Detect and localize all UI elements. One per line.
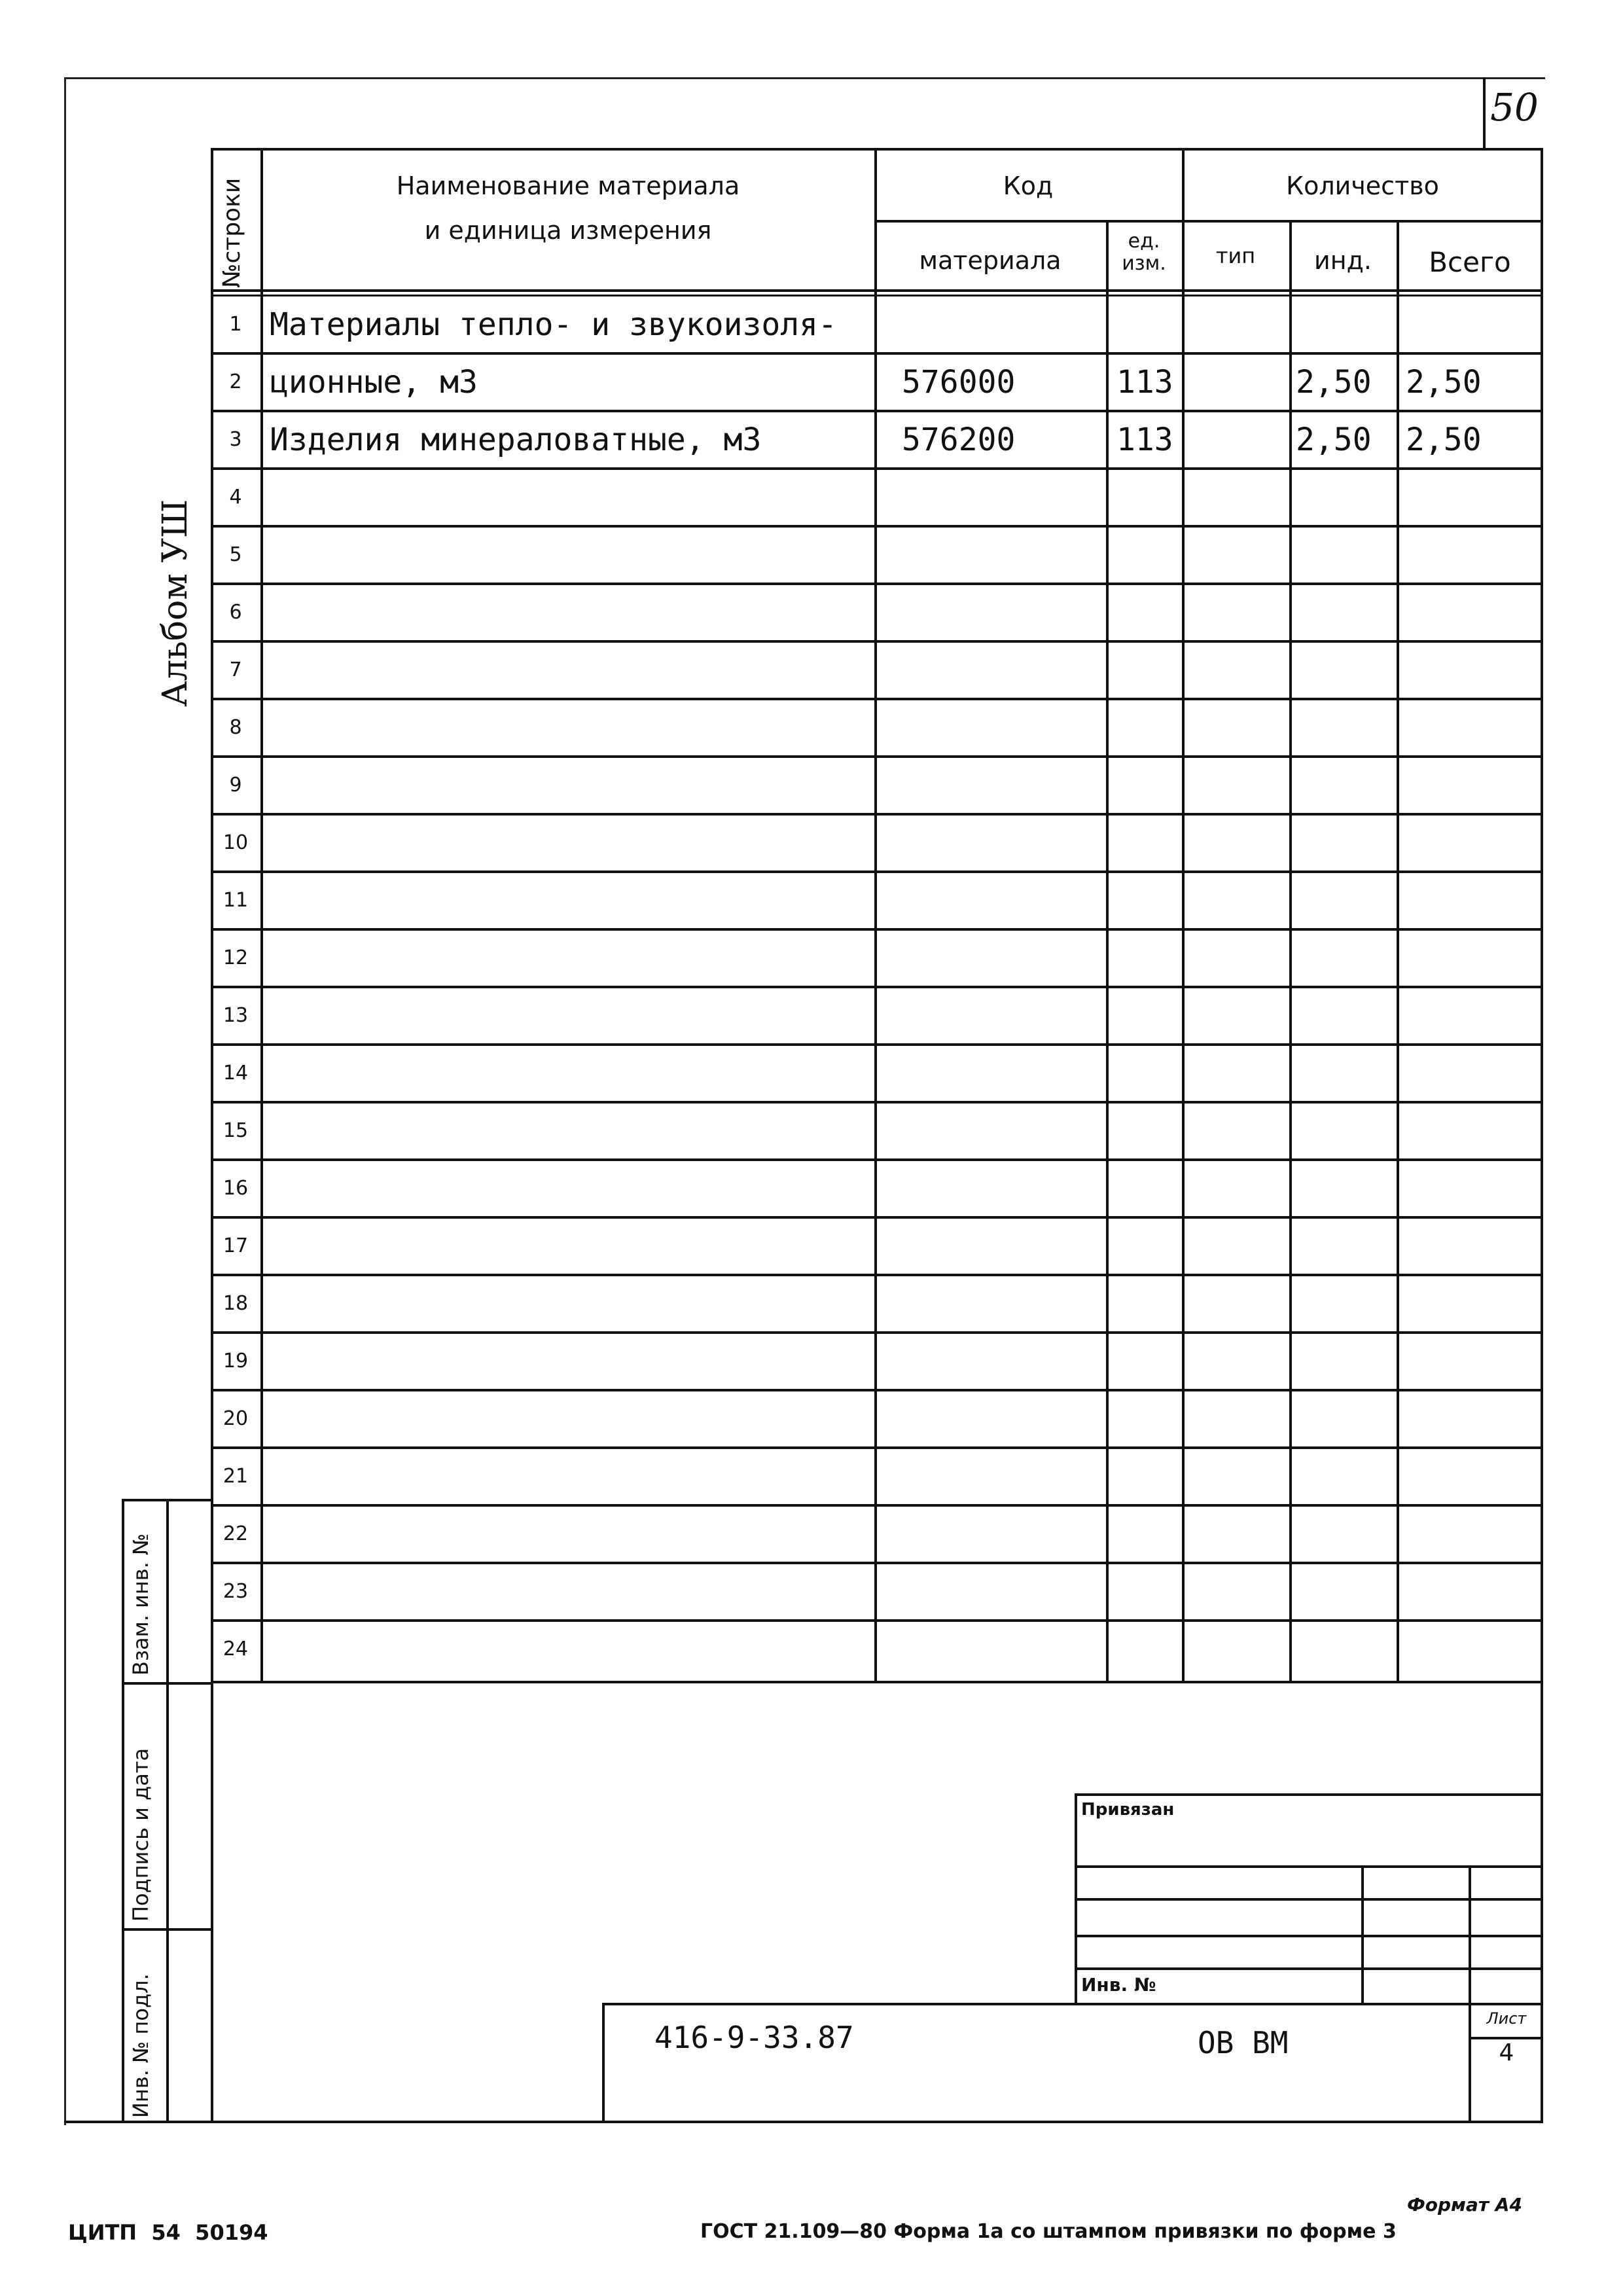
header-name-line1: Наименование материала xyxy=(396,171,740,200)
material-code: 576000 xyxy=(902,364,1016,401)
qty-ind: 2,50 xyxy=(1296,364,1372,401)
header-row-number: №строки xyxy=(219,177,245,288)
row-number: 24 xyxy=(223,1638,249,1660)
row-number: 22 xyxy=(223,1522,249,1545)
footer-center: ГОСТ 21.109—80 Форма 1а со штампом привязки по форме 3 xyxy=(700,2220,1397,2243)
album-label: Альбом УШ xyxy=(156,499,195,707)
material-code: 576200 xyxy=(902,422,1016,458)
row-number: 21 xyxy=(223,1465,249,1488)
row-number: 13 xyxy=(223,1004,249,1027)
sheet-label: Лист xyxy=(1486,2009,1527,2028)
sheet-value: 4 xyxy=(1499,2039,1514,2066)
header-code-unit: ед. изм. xyxy=(1122,230,1166,275)
row-number: 14 xyxy=(223,1062,249,1085)
row-number: 20 xyxy=(223,1407,249,1430)
row-number: 10 xyxy=(223,831,249,854)
material-name: Материалы тепло- и звукоизоля- xyxy=(270,306,837,343)
footer-format: Формат А4 xyxy=(1407,2194,1522,2215)
row-number: 4 xyxy=(229,486,242,509)
row-number: 12 xyxy=(223,946,249,969)
row-number: 19 xyxy=(223,1350,249,1372)
qty-total: 2,50 xyxy=(1406,364,1482,401)
row-number: 5 xyxy=(229,543,242,566)
qty-ind: 2,50 xyxy=(1296,422,1372,458)
inv-label: Инв. № xyxy=(1081,1974,1156,1996)
header-qty-total: Всего xyxy=(1429,246,1511,278)
row-number: 6 xyxy=(229,601,242,624)
linked-label: Привязан xyxy=(1081,1800,1175,1820)
unit-code: 113 xyxy=(1116,422,1173,458)
row-number: 11 xyxy=(223,889,249,912)
document-section: ОВ ВМ xyxy=(1198,2025,1289,2060)
row-number: 1 xyxy=(229,313,242,336)
row-number: 3 xyxy=(229,428,242,451)
header-qty-type: тип xyxy=(1215,243,1256,268)
row-number: 15 xyxy=(223,1119,249,1142)
stamp-replace-inv: Взам. инв. № xyxy=(128,1533,153,1676)
material-name: ционные, м3 xyxy=(270,364,478,401)
row-number: 18 xyxy=(223,1292,249,1315)
row-number: 9 xyxy=(229,774,242,797)
material-name: Изделия минераловатные, м3 xyxy=(270,422,762,458)
unit-code: 113 xyxy=(1116,364,1173,401)
stamp-sign-date: Подпись и дата xyxy=(128,1748,153,1922)
header-qty-ind: инд. xyxy=(1314,246,1372,275)
row-number: 16 xyxy=(223,1177,249,1200)
header-qty-group: Количество xyxy=(1286,171,1439,200)
row-number: 23 xyxy=(223,1580,249,1603)
row-number: 8 xyxy=(229,716,242,739)
header-code-group: Код xyxy=(1003,171,1054,200)
header-code-material: материала xyxy=(919,246,1061,275)
row-number: 2 xyxy=(229,370,242,393)
stamp-inv-orig: Инв. № подл. xyxy=(128,1973,153,2118)
top-sheet-number: 50 xyxy=(1490,85,1539,130)
qty-total: 2,50 xyxy=(1406,422,1482,458)
document-code: 416-9-33.87 xyxy=(654,2020,854,2055)
header-name-line2: и единица измерения xyxy=(424,216,712,245)
row-number: 7 xyxy=(229,658,242,681)
row-number: 17 xyxy=(223,1234,249,1257)
footer-left: ЦИТП 54 50194 xyxy=(68,2220,268,2245)
